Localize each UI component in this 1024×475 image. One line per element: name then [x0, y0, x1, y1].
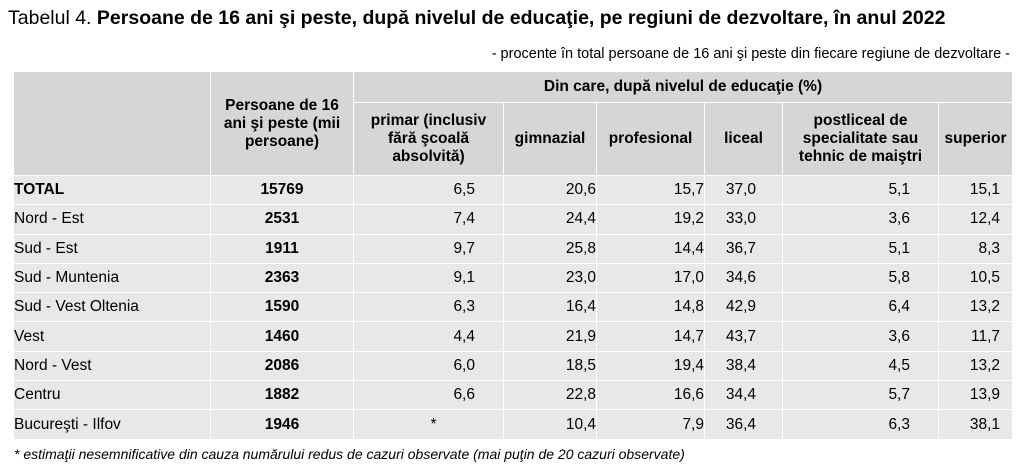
- liceal-value: 38,4: [705, 351, 783, 380]
- superior-value: 13,2: [939, 351, 1013, 380]
- liceal-value: 42,9: [705, 293, 783, 322]
- header-profesional: profesional: [597, 103, 705, 176]
- superior-value: 12,4: [939, 205, 1013, 234]
- gimnazial-value: 16,4: [504, 293, 597, 322]
- gimnazial-value: 21,9: [504, 322, 597, 351]
- primar-value: 6,5: [354, 176, 504, 205]
- total-persons-header: Persoane de 16 ani şi peste (mii persoane): [211, 72, 354, 176]
- gimnazial-value: 10,4: [504, 410, 597, 439]
- persons-total-value: 1460: [211, 322, 354, 351]
- primar-value: 6,0: [354, 351, 504, 380]
- superior-value: 8,3: [939, 234, 1013, 263]
- table-row: [14, 410, 1013, 439]
- postliceal-value: 5,1: [783, 176, 939, 205]
- postliceal-value: 3,6: [783, 322, 939, 351]
- region-label: Nord - Est: [14, 205, 211, 234]
- liceal-value: 34,4: [705, 381, 783, 410]
- region-label: TOTAL: [14, 176, 211, 205]
- education-table: [13, 71, 1013, 440]
- postliceal-value: 6,3: [783, 410, 939, 439]
- table-title: [8, 7, 945, 30]
- persons-total-value: 1911: [211, 234, 354, 263]
- persons-total-value: 1882: [211, 381, 354, 410]
- table-row: [14, 205, 1013, 234]
- superior-value: 11,7: [939, 322, 1013, 351]
- persons-total-value: 2531: [211, 205, 354, 234]
- region-label: Sud - Est: [14, 234, 211, 263]
- liceal-value: 33,0: [705, 205, 783, 234]
- table-subtitle: - procente în total persoane de 16 ani şi peste din fiecare regiune de dezvoltare -: [491, 46, 1010, 62]
- table-heading: Persoane de 16 ani şi peste, după nivelul de educaţie, pe regiuni de dezvoltare, în anul 2022: [96, 7, 946, 29]
- gimnazial-value: 22,8: [504, 381, 597, 410]
- education-group-header: Din care, după nivelul de educaţie (%): [354, 72, 1013, 103]
- postliceal-value: 5,8: [783, 263, 939, 292]
- table-row: [14, 234, 1013, 263]
- region-label: Vest: [14, 322, 211, 351]
- superior-value: 13,2: [939, 293, 1013, 322]
- table-row: [14, 322, 1013, 351]
- table-row: [14, 263, 1013, 292]
- gimnazial-value: 20,6: [504, 176, 597, 205]
- primar-value: 9,7: [354, 234, 504, 263]
- superior-value: 15,1: [939, 176, 1013, 205]
- profesional-value: 14,8: [597, 293, 705, 322]
- gimnazial-value: 25,8: [504, 234, 597, 263]
- table-number: Tabelul 4.: [8, 7, 92, 29]
- profesional-value: 16,6: [597, 381, 705, 410]
- footnote: * estimaţii nesemnificative din cauza numărului redus de cazuri observate (mai puţin de 20 cazuri observate): [14, 446, 685, 462]
- header-superior: superior: [939, 103, 1013, 176]
- region-label: Sud - Vest Oltenia: [14, 293, 211, 322]
- primar-value: 9,1: [354, 263, 504, 292]
- profesional-value: 19,2: [597, 205, 705, 234]
- superior-value: 13,9: [939, 381, 1013, 410]
- header-gimnazial: gimnazial: [504, 103, 597, 176]
- superior-value: 10,5: [939, 263, 1013, 292]
- profesional-value: 7,9: [597, 410, 705, 439]
- liceal-value: 37,0: [705, 176, 783, 205]
- primar-value: 6,6: [354, 381, 504, 410]
- postliceal-value: 5,1: [783, 234, 939, 263]
- profesional-value: 19,4: [597, 351, 705, 380]
- postliceal-value: 3,6: [783, 205, 939, 234]
- persons-total-value: 2363: [211, 263, 354, 292]
- region-header-cell: [14, 72, 211, 176]
- profesional-value: 15,7: [597, 176, 705, 205]
- region-label: Centru: [14, 381, 211, 410]
- superior-value: 38,1: [939, 410, 1013, 439]
- table-row: [14, 293, 1013, 322]
- gimnazial-value: 18,5: [504, 351, 597, 380]
- primar-value: *: [354, 410, 504, 439]
- profesional-value: 14,4: [597, 234, 705, 263]
- postliceal-value: 5,7: [783, 381, 939, 410]
- table-row: [14, 351, 1013, 380]
- header-row-top: [14, 72, 1013, 103]
- header-primar: primar (inclusiv fără şcoală absolvită): [354, 103, 504, 176]
- liceal-value: 36,7: [705, 234, 783, 263]
- postliceal-value: 4,5: [783, 351, 939, 380]
- liceal-value: 36,4: [705, 410, 783, 439]
- header-liceal: liceal: [705, 103, 783, 176]
- persons-total-value: 1946: [211, 410, 354, 439]
- region-label: Sud - Muntenia: [14, 263, 211, 292]
- table-row: [14, 381, 1013, 410]
- postliceal-value: 6,4: [783, 293, 939, 322]
- persons-total-value: 2086: [211, 351, 354, 380]
- gimnazial-value: 24,4: [504, 205, 597, 234]
- persons-total-value: 15769: [211, 176, 354, 205]
- region-label: Nord - Vest: [14, 351, 211, 380]
- profesional-value: 14,7: [597, 322, 705, 351]
- region-label: Bucureşti - Ilfov: [14, 410, 211, 439]
- primar-value: 6,3: [354, 293, 504, 322]
- header-postliceal: postliceal de specialitate sau tehnic de maiştri: [783, 103, 939, 176]
- primar-value: 7,4: [354, 205, 504, 234]
- table-row: [14, 176, 1013, 205]
- liceal-value: 43,7: [705, 322, 783, 351]
- primar-value: 4,4: [354, 322, 504, 351]
- liceal-value: 34,6: [705, 263, 783, 292]
- gimnazial-value: 23,0: [504, 263, 597, 292]
- profesional-value: 17,0: [597, 263, 705, 292]
- persons-total-value: 1590: [211, 293, 354, 322]
